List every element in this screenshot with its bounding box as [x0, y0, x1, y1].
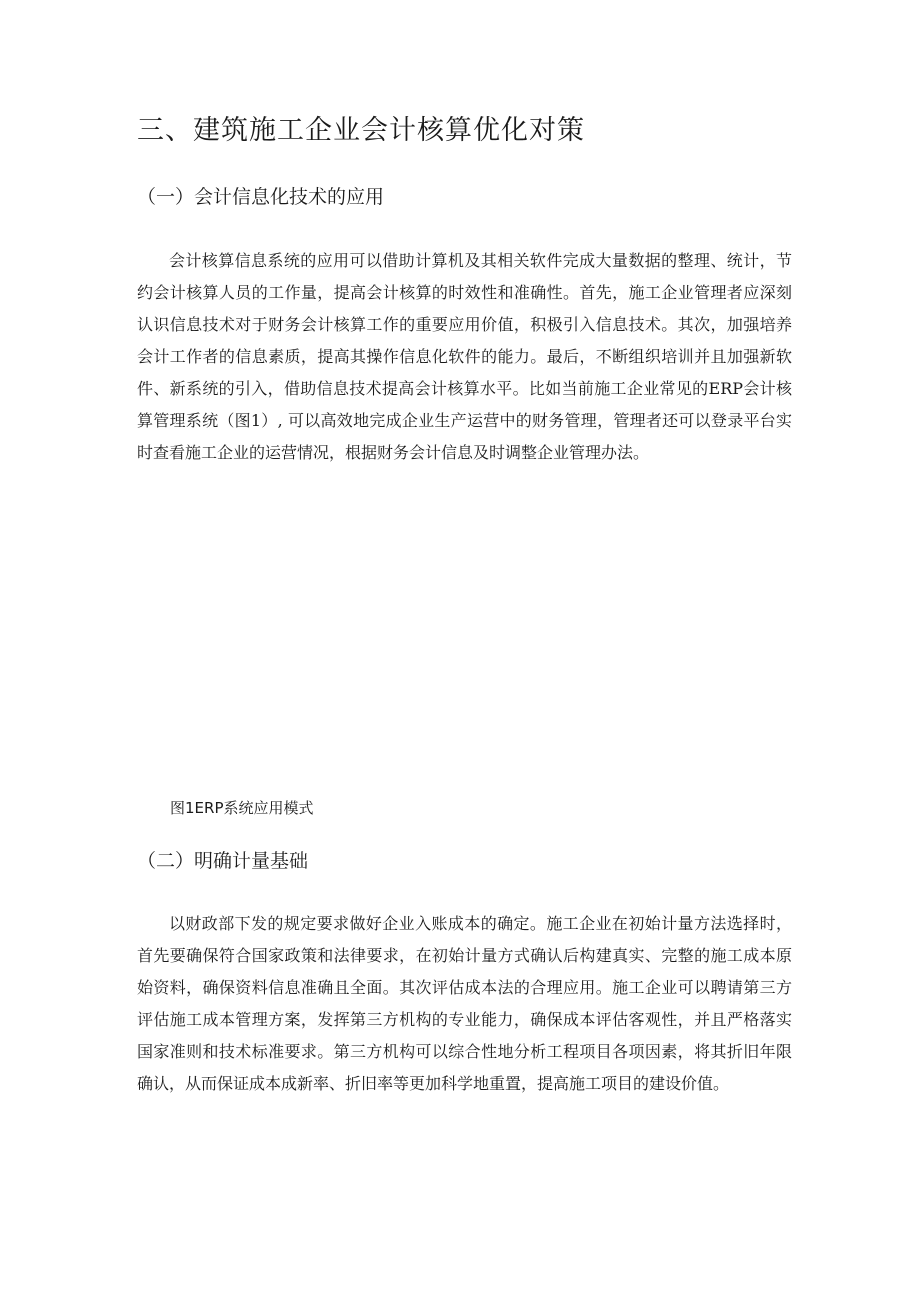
paragraph-accounting-informatization: 会计核算信息系统的应用可以借助计算机及其相关软件完成大量数据的整理、统计，节约会计核算人员的工作量，提高会计核算的时效性和准确性。首先，施工企业管理者应深刻认识信息技术对于财务会计核算工作的重要应用价值，积极引入信息技术。其次，加强培养会计工作者的信息素质，提高其操作信息化软件的能力。最后，不断组织培训并且加强新软件、新系统的引入，借助信息技术提高会计核算水平。比如当前施工企业常见的ERP会计核算管理系统（图1）, 可以高效地完成企业生产运营中的财务管理，管理者还可以登录平台实时查看施工企业的运营情况，根据财务会计信息及时调整企业管理办法。 [137, 251, 792, 462]
figure-caption: 图1ERP系统应用模式 [170, 799, 314, 817]
subsection-title-accounting-informatization: （一）会计信息化技术的应用 [137, 186, 385, 208]
paragraph-measurement-basis: 以财政部下发的规定要求做好企业入账成本的确定。施工企业在初始计量方法选择时，首先要确保符合国家政策和法律要求，在初始计量方式确认后构建真实、完整的施工成本原始资料，确保资料信息准确且全面。其次评估成本法的合理应用。施工企业可以聘请第三方评估施工成本管理方案，发挥第三方机构的专业能力，确保成本评估客观性，并且严格落实国家准则和技术标准要求。第三方机构可以综合性地分析工程项目各项因素，将其折旧年限确认，从而保证成本成新率、折旧率等更加科学地重置，提高施工项目的建设价值。 [137, 914, 792, 1093]
section-title: 三、建筑施工企业会计核算优化对策 [137, 115, 585, 146]
subsection-title-measurement-basis: （二）明确计量基础 [137, 850, 309, 872]
figure-placeholder [137, 540, 792, 780]
